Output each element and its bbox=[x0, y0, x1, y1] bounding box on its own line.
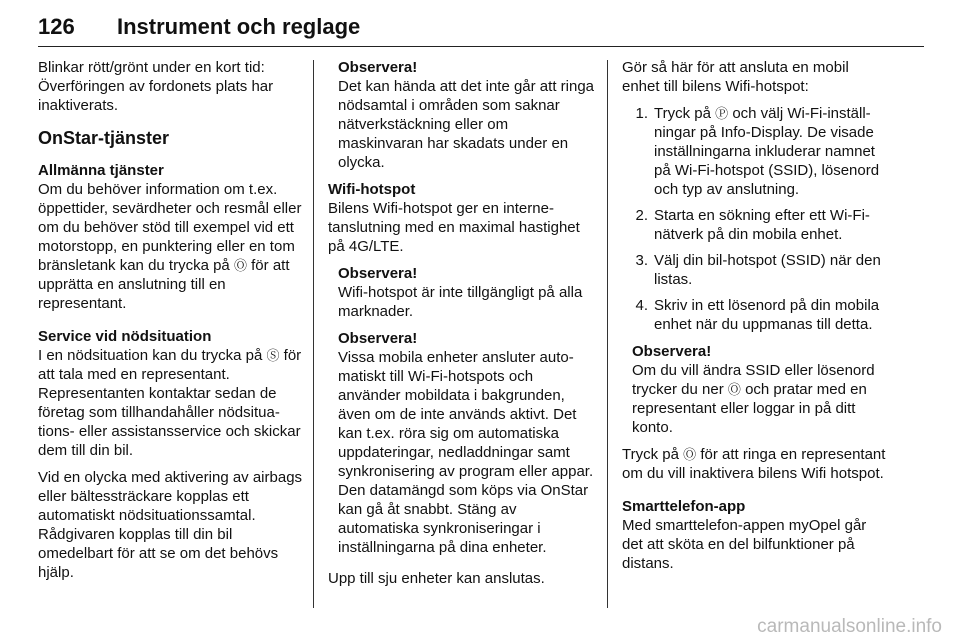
wifi-text: Bilens Wifi-hotspot ger en internetanslutning med en maximal hastighet på 4G/LTE. bbox=[328, 200, 580, 255]
note-ssid bbox=[632, 342, 886, 437]
column-2 bbox=[328, 58, 596, 596]
connect-steps bbox=[622, 104, 886, 334]
wifi-heading: Wifi-hotspot bbox=[328, 181, 416, 198]
settings-icon: Ⓟ bbox=[715, 106, 729, 121]
note-mobile-data bbox=[338, 329, 596, 557]
devices-text: Upp till sju enheter kan anslutas. bbox=[328, 570, 545, 587]
column-divider bbox=[313, 60, 314, 608]
note-text: Om du vill ändra SSID eller lösenord trycker du ner Ⓞ och pratar med en representant eller loggar in på ditt konto. bbox=[632, 362, 875, 436]
note-heading: Observera! bbox=[632, 343, 712, 360]
emergency-text: I en nödsituation kan du trycka på Ⓢ för att tala med en representant. Representanten kontaktar sedan de företag som tillhandahåller nödsituations- eller assistansservice och skickar dem till din bil. bbox=[38, 347, 302, 459]
note-markets bbox=[338, 264, 596, 321]
onstar-icon: Ⓞ bbox=[233, 258, 247, 273]
note-emergency bbox=[338, 58, 596, 172]
list-item: 2. Starta en sökning efter ett Wi-Fi-nätverk på din mobila enhet. bbox=[635, 207, 870, 243]
list-item: 1. Tryck på Ⓟ och välj Wi-Fi-inställningar på Info-Display. De visade inställningarna inkluderar namnet på Wi-Fi-hotspot (SSID), lösenord och typ av anslutning. bbox=[635, 105, 880, 198]
note-text: Det kan hända att det inte går att ringa nödsamtal i områden som saknar nätverkstäckning eller om maskinvaran har skadats under en olycka. bbox=[338, 78, 595, 171]
section-heading: OnStar-tjänster bbox=[38, 128, 170, 148]
column-divider bbox=[607, 60, 608, 608]
connect-intro: Gör så här för att ansluta en mobil enhet till bilens Wifi-hotspot: bbox=[622, 59, 849, 95]
sos-icon: Ⓢ bbox=[266, 348, 280, 363]
general-services-text: Om du behöver information om t.ex. öppettider, sevärdheter och resmål eller om du behöver stöd till exempel vid ett motorstopp, en punktering eller en tom bränsletank kan du trycka på Ⓞ för att upprätta en anslutning till en representant. bbox=[38, 181, 302, 312]
app-text: Med smarttelefon-appen myOpel går det att sköta en del bilfunktioner på distans. bbox=[622, 517, 867, 572]
column-3 bbox=[622, 58, 886, 581]
note-heading: Observera! bbox=[338, 330, 418, 347]
note-text: Vissa mobila enheter ansluter automatiskt till Wi-Fi-hotspots och använder mobildata i bakgrunden, även om de inte används aktivt. Det kan t.ex. röra sig om automatiska uppdateringar, nedladdningar samt synkronisering av program eller appar. Den datamängd som köps via OnStar kan gå åt snabbt. Stäng av automatiska synkroniseringar i inställningarna på dina enheter. bbox=[338, 349, 594, 556]
page-number: 126 bbox=[38, 14, 75, 39]
crash-text: Vid en olycka med aktivering av airbags eller bältessträckare kopplas ett automatiskt nödsituationssamtal. Rådgivaren kopplas till din bil omedelbart för att se om det behövs hjälp. bbox=[38, 469, 303, 581]
note-heading: Observera! bbox=[338, 59, 418, 76]
list-item: 4. Skriv in ett lösenord på din mobila enhet när du uppmanas till detta. bbox=[635, 297, 880, 333]
onstar-icon: Ⓞ bbox=[683, 447, 697, 462]
watermark: carmanualsonline.info bbox=[757, 616, 942, 637]
column-1 bbox=[38, 58, 304, 590]
note-heading: Observera! bbox=[338, 265, 418, 282]
emergency-heading: Service vid nödsituation bbox=[38, 328, 212, 345]
deactivate-text: Tryck på Ⓞ för att ringa en representant om du vill inaktivera bilens Wifi hotspot. bbox=[622, 446, 886, 482]
intro-text: Blinkar rött/grönt under en kort tid: Överföringen av fordonets plats har inaktiverats. bbox=[38, 59, 274, 114]
list-item: 3. Välj din bil-hotspot (SSID) när den listas. bbox=[635, 252, 881, 288]
general-services-heading: Allmänna tjänster bbox=[38, 162, 164, 179]
app-heading: Smarttelefon-app bbox=[622, 498, 746, 515]
page-header bbox=[38, 4, 924, 47]
onstar-icon: Ⓞ bbox=[727, 382, 741, 397]
page-title: Instrument och reglage bbox=[117, 14, 361, 39]
note-text: Wifi-hotspot är inte tillgängligt på alla marknader. bbox=[338, 284, 583, 320]
